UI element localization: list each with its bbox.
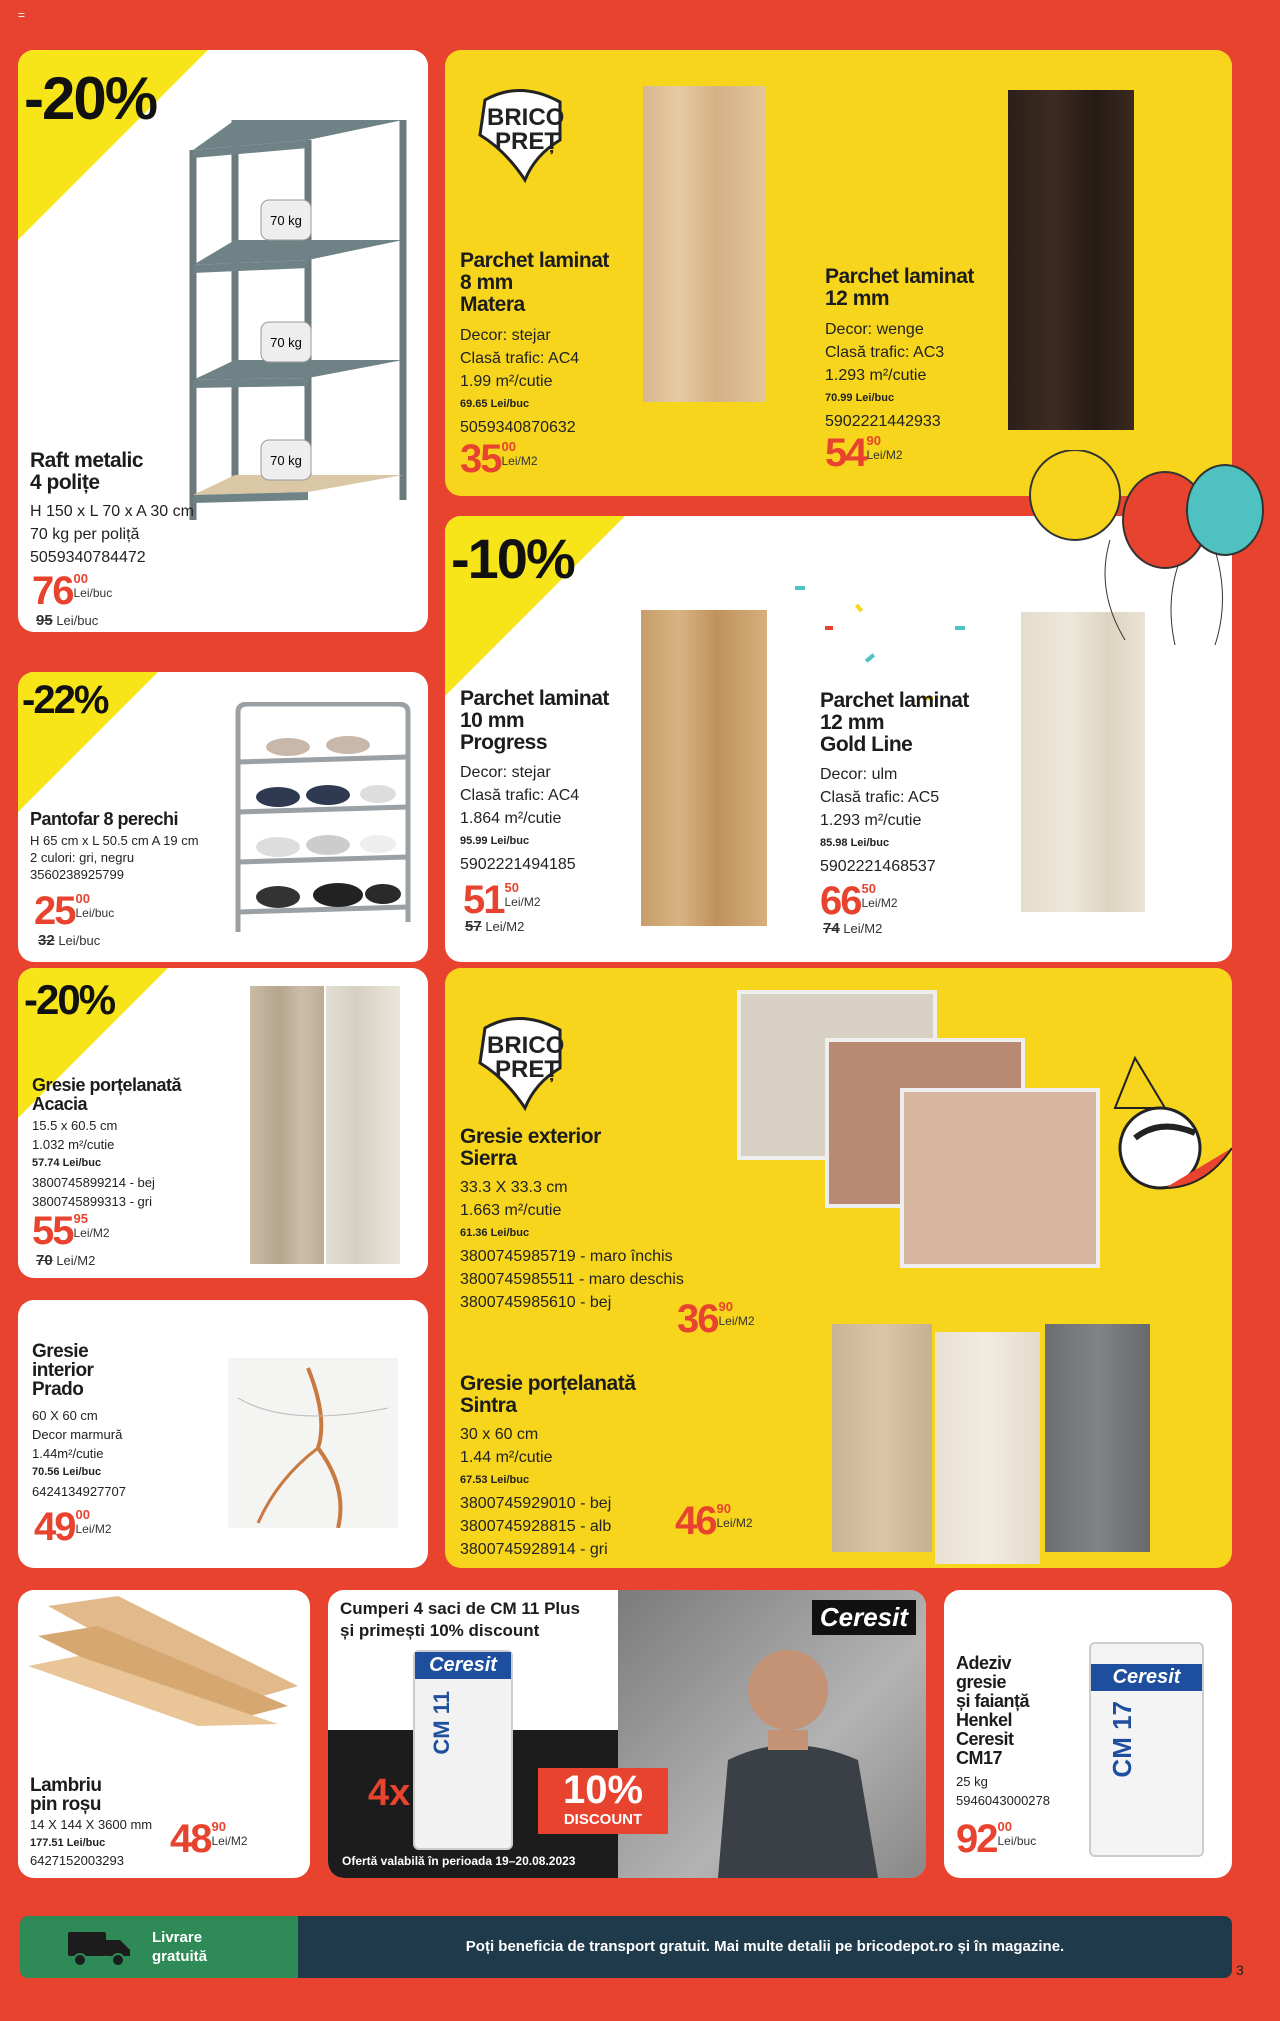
laminate-progress-image <box>641 610 767 926</box>
product-details: H 150 x L 70 x A 30 cm 70 kg per poliță 5059340784472 <box>30 503 194 566</box>
page-marker: = <box>18 8 26 22</box>
product-card-adeziv[interactable] <box>944 1590 1232 1878</box>
price: 92 00 Lei/buc <box>956 1817 1037 1861</box>
pine-boards-image <box>28 1596 298 1726</box>
price: 51 50 Lei/M2 <box>463 878 541 922</box>
old-price: 95 Lei/buc <box>36 612 99 629</box>
tile-acacia-beige-image <box>250 986 324 1264</box>
laminate-wenge-image <box>1008 90 1134 430</box>
laminate-goldline-image <box>1021 612 1145 912</box>
tile-sintra-grey-image <box>1045 1324 1150 1552</box>
product-card-lambriu[interactable] <box>18 1590 310 1878</box>
old-price: 32 Lei/buc <box>38 932 101 949</box>
promo-header: Cumperi 4 saci de CM 11 Plus și primești 10% discount <box>340 1599 580 1640</box>
product-details: 33.3 X 33.3 cm 1.663 m²/cutie 61.36 Lei/buc 3800745985719 - maro închis 3800745985511 - maro deschis 3800745985610 - bej <box>460 1179 684 1311</box>
product-details: 15.5 x 60.5 cm 1.032 m²/cutie 57.74 Lei/buc 3800745899214 - bej 3800745899313 - gri <box>32 1118 155 1209</box>
product-card-parchet-top[interactable] <box>445 50 1232 496</box>
price: 35 00 Lei/M2 <box>460 437 538 481</box>
product-title: Lambriu pin roșu <box>30 1775 102 1815</box>
product-title: Gresie exterior Sierra <box>460 1125 601 1170</box>
old-price: 74 Lei/M2 <box>823 920 883 937</box>
laminate-oak-image <box>643 86 765 402</box>
product-details: Decor: stejar Clasă trafic: AC4 1.864 m²/cutie 95.99 Lei/buc 5902221494185 <box>460 764 580 873</box>
promo-quantity: 4x <box>368 1772 411 1814</box>
cm11-bag-image: Ceresit CM 11 <box>413 1650 513 1850</box>
old-price: 57 Lei/M2 <box>465 918 525 935</box>
balloons-decoration <box>1015 450 1265 650</box>
price: 48 90 Lei/M2 <box>170 1817 248 1861</box>
shoe-rack-image <box>218 702 428 932</box>
svg-text:70 kg: 70 kg <box>270 213 302 228</box>
svg-text:70 kg: 70 kg <box>270 335 302 350</box>
product-card-pantofar[interactable] <box>18 672 428 962</box>
price: 66 50 Lei/M2 <box>820 879 898 923</box>
product-title: Parchet laminat 10 mm Progress <box>460 687 609 754</box>
tile-acacia-grey-image <box>326 986 400 1264</box>
tile-sintra-white-image <box>935 1332 1040 1564</box>
tile-marble-image <box>228 1358 398 1528</box>
old-price: 70 Lei/M2 <box>36 1252 96 1269</box>
product-title: Raft metalic 4 polițe <box>30 449 144 494</box>
discount-label: -22% <box>22 678 108 722</box>
discount-label: -20% <box>24 65 157 132</box>
price: 49 00 Lei/M2 <box>34 1505 112 1549</box>
svg-text:70 kg: 70 kg <box>270 453 302 468</box>
product-title: Adeziv gresie și faianță Henkel Ceresit CM17 <box>956 1653 1030 1768</box>
discount-label: -20% <box>24 976 115 1023</box>
price: 76 00 Lei/buc <box>32 569 113 613</box>
product-title: Parchet laminat 12 mm Gold Line <box>820 689 969 756</box>
price: 46 90 Lei/M2 <box>675 1499 753 1543</box>
tile-sierra-image <box>900 1088 1100 1268</box>
promo-validity: Ofertă valabilă în perioada 19–20.08.2023 <box>342 1854 576 1868</box>
product-details: Decor: stejar Clasă trafic: AC4 1.99 m²/cutie 69.65 Lei/buc 5059340870632 <box>460 327 580 436</box>
product-details: 25 kg 5946043000278 <box>956 1774 1050 1808</box>
cm17-bag-image: Ceresit CM 17 <box>1089 1642 1204 1857</box>
tile-sintra-beige-image <box>832 1324 932 1552</box>
free-delivery-banner[interactable] <box>20 1916 1232 1978</box>
product-details: 14 X 144 X 3600 mm 177.51 Lei/buc 6427152003293 <box>30 1817 153 1868</box>
product-card-gresie[interactable] <box>445 968 1232 1568</box>
delivery-label-area: Livrare gratuită <box>20 1916 298 1978</box>
promo-discount-badge: 10% DISCOUNT <box>538 1768 668 1834</box>
product-title: Gresie interior Prado <box>32 1341 94 1400</box>
product-title: Parchet laminat 8 mm Matera <box>460 249 609 316</box>
metal-shelf-image <box>183 90 413 540</box>
product-card-acacia[interactable] <box>18 968 428 1278</box>
ceresit-brand-label: Ceresit <box>812 1600 916 1635</box>
delivery-info-text: Poți beneficia de transport gratuit. Mai multe detalii pe bricodepot.ro și în magazine. <box>465 1938 1065 1955</box>
product-details: H 65 cm x L 50.5 cm A 19 cm 2 culori: gri, negru 3560238925799 <box>30 833 199 882</box>
product-details: 30 x 60 cm 1.44 m²/cutie 67.53 Lei/buc 3800745929010 - bej 3800745928815 - alb 3800745928914 - gri <box>460 1426 612 1558</box>
product-details: Decor: wenge Clasă trafic: AC3 1.293 m²/cutie 70.99 Lei/buc 5902221442933 <box>825 321 945 430</box>
brico-pret-badge: BRICO PREȚ <box>465 80 575 190</box>
product-title: Gresie porțelanată Acacia <box>32 1075 182 1114</box>
truck-icon <box>68 1928 132 1968</box>
product-card-raft[interactable] <box>18 50 428 632</box>
brico-pret-badge: BRICO PREȚ <box>465 1008 575 1118</box>
discount-label: -10% <box>451 527 574 590</box>
product-details: 60 X 60 cm Decor marmură 1.44m²/cutie 70.56 Lei/buc 6424134927707 <box>32 1408 126 1499</box>
promo-card-ceresit[interactable] <box>328 1590 926 1878</box>
product-card-prado[interactable] <box>18 1300 428 1568</box>
price: 36 90 Lei/M2 <box>677 1297 755 1341</box>
price: 54 90 Lei/M2 <box>825 431 903 475</box>
price: 55 95 Lei/M2 <box>32 1209 110 1253</box>
page-number: 3 <box>1236 1962 1244 1978</box>
product-title: Pantofar 8 perechi <box>30 809 179 829</box>
product-details: Decor: ulm Clasă trafic: AC5 1.293 m²/cutie 85.98 Lei/buc 5902221468537 <box>820 766 940 875</box>
party-mascot-image <box>1105 1038 1232 1218</box>
price: 25 00 Lei/buc <box>34 889 115 933</box>
product-title: Parchet laminat 12 mm <box>825 265 974 310</box>
product-title: Gresie porțelanată Sintra <box>460 1372 636 1417</box>
